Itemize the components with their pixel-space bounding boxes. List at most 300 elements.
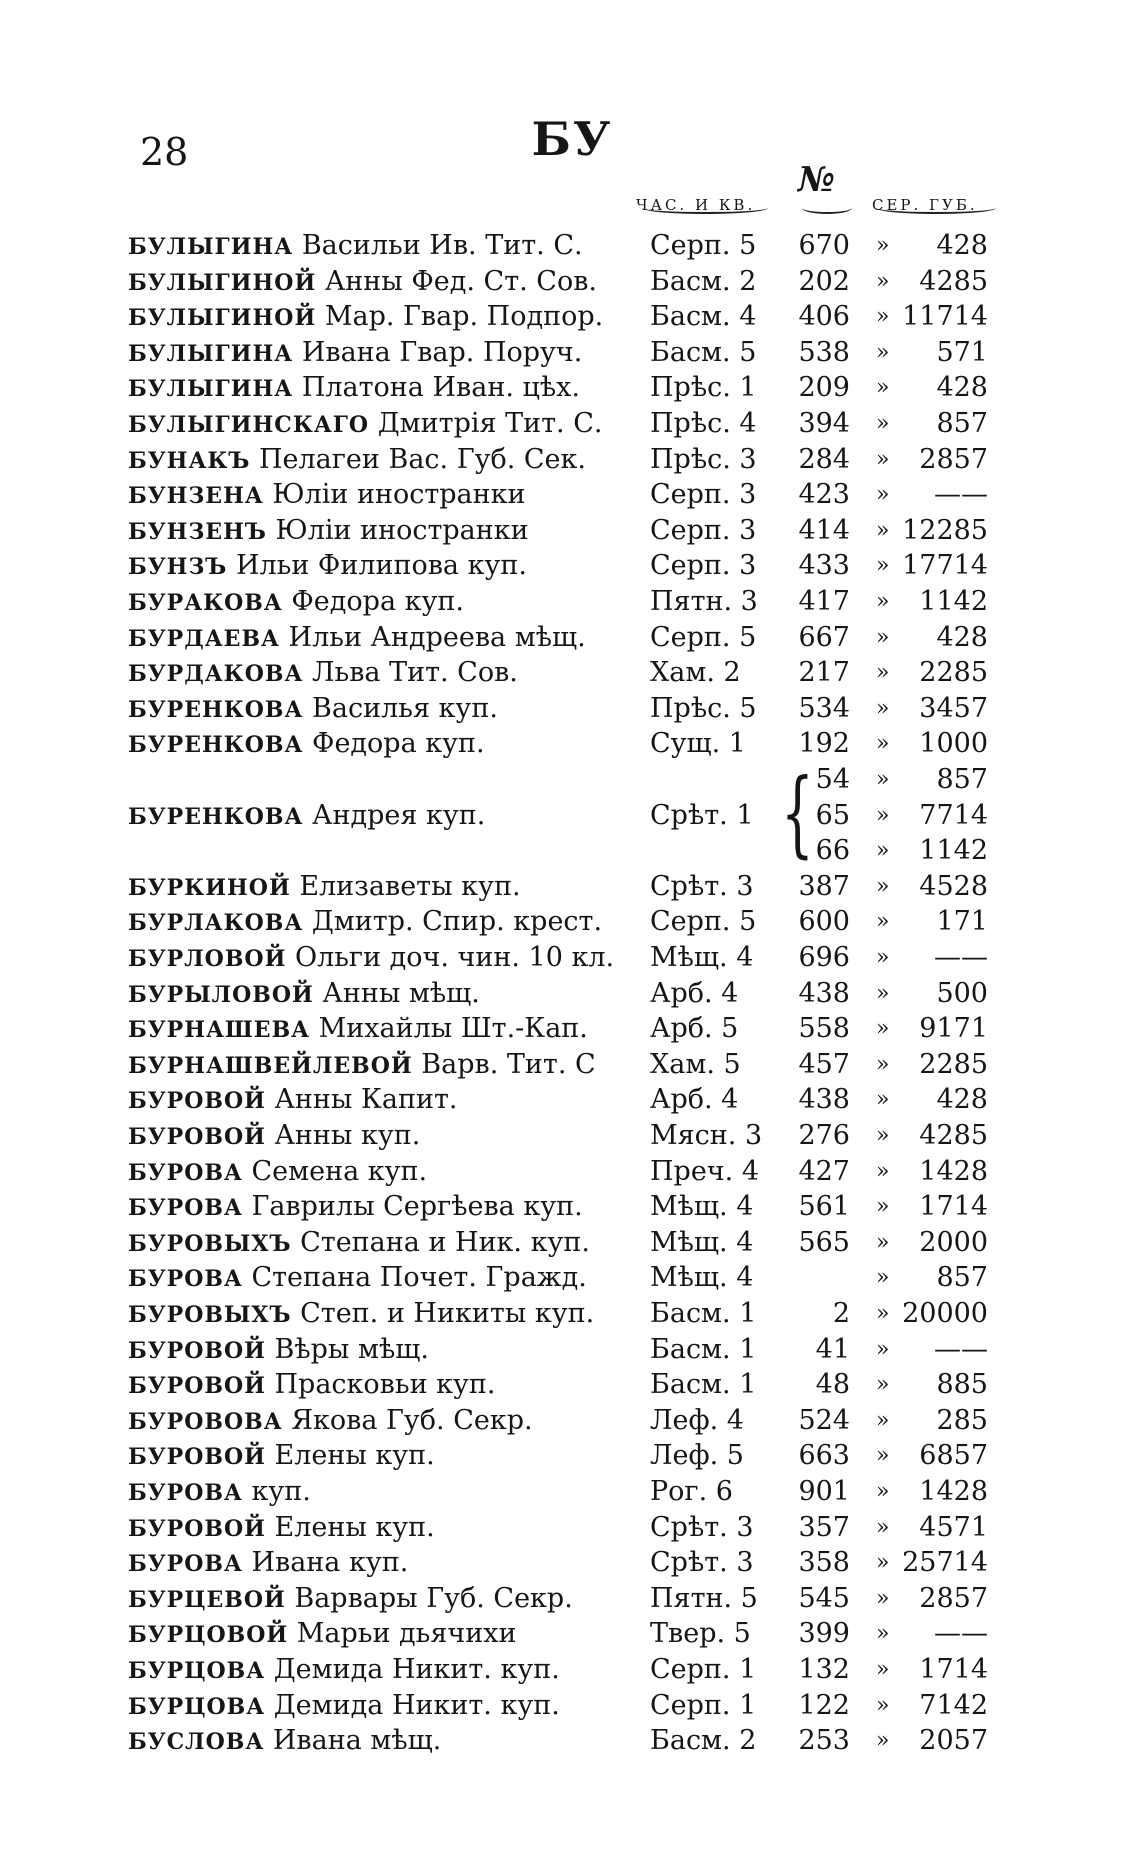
entry-number: 663 — [798, 1440, 850, 1472]
entry-surname: БУРДАЕВА — [128, 625, 280, 652]
entry-details: Варв. Тит. С — [412, 1048, 596, 1080]
entry-surname: БУЛЫГИНОЙ — [128, 305, 317, 332]
entry-marker: » — [876, 660, 890, 686]
entry-price: —— — [934, 942, 988, 973]
entry-name — [128, 1616, 517, 1653]
entry-marker: » — [876, 802, 890, 828]
entry-surname: БУРАКОВА — [128, 590, 283, 616]
table-row — [0, 406, 1140, 441]
entry-marker: » — [876, 767, 890, 792]
entry-name — [128, 655, 518, 692]
entry-name — [128, 691, 498, 728]
entry-part: Хам. 5 — [650, 1048, 741, 1080]
entry-number: 417 — [798, 586, 850, 617]
entry-surname: БУРОВОЙ — [128, 1337, 266, 1364]
table-row — [0, 1118, 1140, 1153]
entry-marker: » — [876, 1657, 890, 1682]
entry-marker: » — [876, 1479, 890, 1504]
entry-details: Мар. Гвар. Подпор. — [316, 301, 604, 333]
entry-number: 387 — [798, 870, 850, 902]
table-row — [0, 1652, 1140, 1687]
entry-name — [128, 1545, 408, 1582]
entry-name — [128, 976, 480, 1013]
entry-details: Юліи иностранки — [266, 514, 529, 546]
entry-name — [128, 940, 614, 977]
page-number: 28 — [140, 130, 189, 174]
entry-part: Басм. 1 — [650, 1333, 757, 1365]
entry-number: 41 — [815, 1333, 850, 1365]
entry-name — [128, 442, 586, 479]
entry-price: —— — [934, 479, 988, 511]
entry-price: 885 — [936, 1369, 988, 1401]
entry-name — [128, 477, 526, 514]
entry-number: 358 — [798, 1547, 850, 1579]
entry-details: Андрея куп. — [303, 799, 486, 831]
entry-details: Федора куп. — [303, 728, 485, 760]
entry-part: Срѣт. 3 — [650, 1511, 754, 1543]
entry-price: 4528 — [919, 870, 988, 902]
entry-surname: БУРЦОВОЙ — [128, 1622, 289, 1649]
entry-price: 4571 — [919, 1511, 988, 1543]
entry-number: 538 — [798, 336, 850, 368]
entry-details: Семена куп. — [242, 1155, 428, 1187]
entry-name — [128, 228, 583, 265]
entry-price: 171 — [936, 906, 988, 938]
table-row — [0, 1723, 1140, 1758]
entry-part: Преч. 4 — [650, 1155, 760, 1187]
entry-price: 428 — [936, 372, 988, 404]
entry-name — [128, 299, 603, 336]
table-row — [0, 976, 1140, 1011]
entry-price: 25714 — [902, 1547, 988, 1579]
entry-number: 132 — [798, 1654, 850, 1685]
entry-number: 457 — [798, 1048, 850, 1080]
entry-price: 2285 — [919, 1048, 988, 1080]
entry-number: 565 — [798, 1226, 850, 1258]
entry-number: 2 — [832, 1298, 850, 1329]
entry-part: Серп. 3 — [650, 479, 757, 511]
entry-surname: БУРЦОВА — [128, 1658, 266, 1684]
entry-name — [128, 1403, 533, 1440]
entry-price: 2000 — [919, 1226, 988, 1258]
entry-name — [128, 584, 464, 621]
entry-surname: БУРНАШВЕЙЛЕВОЙ — [128, 1052, 413, 1079]
entry-marker: » — [876, 1194, 890, 1220]
entry-details: Ивана мѣщ. — [264, 1725, 442, 1757]
entry-surname: БУРОВА — [128, 1551, 243, 1578]
entry-marker: » — [876, 1585, 890, 1611]
entry-surname: БУНАКЪ — [128, 447, 251, 474]
entry-number: 65 — [815, 799, 850, 831]
entry-marker: » — [876, 589, 890, 614]
entry-name — [128, 1438, 435, 1475]
table-row — [0, 691, 1140, 726]
entry-price: 4285 — [919, 265, 988, 297]
entry-name — [128, 406, 602, 443]
entry-price: 428 — [936, 1084, 988, 1116]
entry-price: 1428 — [919, 1155, 988, 1187]
entry-surname: БУРОВА — [128, 1266, 243, 1293]
entry-part: Пятн. 3 — [650, 586, 758, 617]
entry-part: Арб. 5 — [650, 1013, 739, 1045]
entry-details: Якова Губ. Секр. — [282, 1404, 533, 1436]
entry-details: Елены куп. — [265, 1440, 435, 1472]
entry-name — [128, 1154, 427, 1191]
header-brace — [802, 202, 852, 214]
entry-part: Серп. 5 — [650, 906, 757, 938]
entry-price: —— — [934, 1333, 988, 1365]
entry-part: Мѣщ. 4 — [650, 1191, 754, 1223]
entry-price: 285 — [936, 1404, 988, 1436]
entry-number: 66 — [815, 835, 850, 867]
entry-details: куп. — [242, 1476, 311, 1507]
entry-details: Васильи Ив. Тит. С. — [293, 230, 583, 261]
entry-price: 2057 — [919, 1725, 988, 1757]
table-row — [0, 442, 1140, 477]
entry-details: Елены куп. — [265, 1511, 435, 1543]
entry-number: 534 — [798, 692, 850, 724]
entry-number: 202 — [798, 265, 850, 297]
entry-surname: БУРЦЕВОЙ — [128, 1586, 286, 1613]
entry-surname: БУЛЫГИНА — [128, 234, 294, 260]
entry-marker: » — [876, 1301, 890, 1326]
entry-details: Юліи иностранки — [263, 479, 526, 511]
table-row — [0, 335, 1140, 370]
entry-price: 12285 — [902, 514, 988, 546]
table-row — [0, 1082, 1140, 1117]
column-header-number: № — [798, 160, 835, 200]
entry-surname: БУРОВОЙ — [128, 1444, 266, 1471]
entry-details: Василья куп. — [303, 692, 498, 724]
entry-name — [128, 1082, 458, 1119]
table-row — [0, 1367, 1140, 1402]
entry-surname: БУСЛОВА — [128, 1729, 265, 1756]
entry-price: 2857 — [919, 443, 988, 475]
entry-surname: БУНЗЪ — [128, 554, 228, 581]
entry-details: Анны Капит. — [265, 1084, 458, 1116]
table-row — [0, 584, 1140, 619]
entry-part: Арб. 4 — [650, 1084, 739, 1116]
entry-name — [128, 1688, 560, 1725]
entry-name — [128, 1367, 496, 1404]
entry-number: 696 — [798, 942, 850, 973]
entry-part: Пятн. 5 — [650, 1582, 758, 1614]
entry-marker: » — [876, 945, 890, 970]
entry-part: Прѣс. 1 — [650, 372, 757, 404]
entry-name — [128, 1260, 587, 1297]
entry-details: Демида Никит. куп. — [265, 1689, 560, 1721]
table-row — [0, 655, 1140, 690]
entry-details: Анны Фед. Ст. Сов. — [316, 265, 597, 297]
entry-part: Серп. 1 — [650, 1654, 757, 1685]
entry-part: Арб. 4 — [650, 977, 739, 1009]
entry-details: Степана Почет. Гражд. — [242, 1262, 587, 1294]
entry-number: 427 — [798, 1155, 850, 1187]
entry-marker: » — [876, 1443, 890, 1469]
table-row — [0, 513, 1140, 548]
entry-name — [128, 370, 580, 407]
entry-details: Михайлы Шт.-Кап. — [310, 1013, 588, 1045]
entry-part: Басм. 1 — [650, 1369, 757, 1401]
entry-surname: БУРОВОЙ — [128, 1373, 266, 1400]
entry-details: Льва Тит. Сов. — [303, 657, 518, 689]
table-row — [0, 1047, 1140, 1082]
entry-name — [128, 798, 485, 835]
entry-surname: БУРОВОЙ — [128, 1124, 266, 1150]
table-row — [0, 1225, 1140, 1260]
entry-surname: БУЛЫГИНОЙ — [128, 269, 317, 296]
entry-marker: » — [876, 1692, 890, 1718]
entry-price: 1142 — [919, 586, 988, 617]
entry-part: Басм. 1 — [650, 1298, 757, 1329]
entry-marker: » — [876, 1087, 890, 1113]
entry-marker: » — [876, 1016, 890, 1042]
entry-number: 414 — [798, 514, 850, 546]
entry-number: 399 — [798, 1618, 850, 1650]
entry-surname: БУРОВОЙ — [128, 1515, 266, 1542]
entry-name — [128, 1296, 594, 1333]
entry-marker: » — [876, 1728, 890, 1754]
table-row — [0, 370, 1140, 405]
entry-price: 11714 — [902, 301, 988, 333]
entry-number: 558 — [798, 1013, 850, 1045]
entry-details: Ивана куп. — [242, 1547, 409, 1579]
entry-details: Вѣры мѣщ. — [265, 1333, 429, 1365]
table-row — [0, 1438, 1140, 1473]
entry-surname: БУРЕНКОВА — [128, 696, 304, 723]
table-row — [0, 1332, 1140, 1367]
entry-name — [128, 1047, 596, 1084]
entry-number: 561 — [798, 1191, 850, 1223]
entry-marker: » — [876, 980, 890, 1006]
entry-price: 20000 — [902, 1298, 988, 1329]
entry-name — [128, 1581, 573, 1618]
entry-details: Прасковьи куп. — [265, 1369, 496, 1401]
entry-surname: БУРОВЫХЪ — [128, 1230, 292, 1257]
table-row — [0, 1296, 1140, 1331]
table-row — [0, 762, 1140, 797]
entry-marker: » — [876, 1550, 890, 1576]
entry-price: 428 — [936, 621, 988, 653]
entry-part: Серп. 3 — [650, 514, 757, 546]
entry-part: Леф. 5 — [650, 1440, 744, 1472]
entry-marker: » — [876, 1265, 890, 1291]
entry-surname: БУРЫЛОВОЙ — [128, 981, 314, 1008]
entry-surname: БУРЛАКОВА — [128, 910, 304, 937]
header-brace — [642, 202, 768, 214]
entry-price: 2285 — [919, 657, 988, 689]
entry-number: 122 — [798, 1689, 850, 1721]
entry-name — [128, 1118, 420, 1155]
entry-price: 857 — [936, 1262, 988, 1294]
entry-details: Варвары Губ. Секр. — [285, 1582, 573, 1614]
entry-surname: БУРНАШЕВА — [128, 1017, 311, 1044]
entry-number: 394 — [798, 408, 850, 439]
entry-part: Басм. 5 — [650, 336, 757, 368]
table-row — [0, 477, 1140, 512]
entry-price: 9171 — [919, 1013, 988, 1045]
table-row — [0, 264, 1140, 299]
entry-surname: БУРОВА — [128, 1195, 243, 1222]
entry-details: Демида Никит. куп. — [265, 1654, 560, 1685]
table-row — [0, 869, 1140, 904]
entry-surname: БУЛЫГИНА — [128, 340, 294, 367]
entry-number: 667 — [798, 621, 850, 653]
entry-number: 423 — [798, 479, 850, 511]
entry-part: Серп. 5 — [650, 230, 757, 261]
entry-marker: » — [876, 1051, 890, 1077]
entry-marker: » — [876, 517, 890, 543]
entry-details: Дмитрія Тит. С. — [369, 408, 603, 439]
table-row — [0, 1510, 1140, 1545]
entry-part: Прѣс. 5 — [650, 692, 757, 724]
entry-price: 428 — [936, 230, 988, 261]
entry-number: 284 — [798, 443, 850, 475]
entry-details: Ольги доч. чин. 10 кл. — [286, 942, 615, 973]
entry-price: 2857 — [919, 1582, 988, 1614]
entry-name — [128, 869, 521, 906]
table-row — [0, 833, 1140, 868]
table-row — [0, 1154, 1140, 1189]
entry-marker: » — [876, 838, 890, 864]
table-row — [0, 620, 1140, 655]
entry-marker: » — [876, 304, 890, 330]
entry-surname: БУНЗЕНА — [128, 483, 264, 510]
entry-part: Леф. 4 — [650, 1404, 744, 1436]
table-row — [0, 798, 1140, 833]
table-row — [0, 1403, 1140, 1438]
entry-price: —— — [934, 1618, 988, 1650]
table-row — [0, 1616, 1140, 1651]
entry-number: 670 — [798, 230, 850, 261]
entry-part: Басм. 4 — [650, 301, 757, 333]
entry-number: 217 — [798, 657, 850, 689]
entry-surname: БУРОВОВА — [128, 1408, 283, 1435]
entry-name — [128, 904, 602, 941]
table-row — [0, 1545, 1140, 1580]
entry-number: 438 — [798, 977, 850, 1009]
entry-number: 48 — [815, 1369, 850, 1401]
entry-details: Федора куп. — [282, 586, 464, 617]
entry-number: 276 — [798, 1120, 850, 1151]
entry-marker: » — [876, 873, 890, 899]
table-row — [0, 726, 1140, 761]
entry-price: 1000 — [919, 728, 988, 760]
entry-surname: БУРКИНОЙ — [128, 874, 291, 901]
entry-name — [128, 1723, 441, 1760]
entry-name — [128, 1225, 590, 1262]
entry-surname: БУЛЫГИНА — [128, 376, 294, 403]
table-row — [0, 1474, 1140, 1509]
section-title: БУ — [531, 112, 613, 166]
entry-marker: » — [876, 1407, 890, 1433]
entry-part: Срѣт. 1 — [650, 799, 754, 831]
entry-marker: » — [876, 553, 890, 579]
table-row — [0, 904, 1140, 939]
entry-details: Ильи Филипова куп. — [227, 550, 527, 582]
entry-marker: » — [876, 1336, 890, 1362]
entry-part: Прѣс. 4 — [650, 408, 757, 439]
entry-price: 3457 — [919, 692, 988, 724]
entry-name — [128, 1011, 588, 1048]
entry-number: 209 — [798, 372, 850, 404]
entry-surname: БУРОВЫХЪ — [128, 1302, 292, 1328]
entry-details: Степ. и Никиты куп. — [291, 1298, 595, 1329]
entry-marker: » — [876, 731, 890, 757]
entry-surname: БУРЕНКОВА — [128, 732, 304, 759]
entry-price: 17714 — [902, 550, 988, 582]
entry-name — [128, 1510, 435, 1547]
entry-marker: » — [876, 695, 890, 721]
entry-details: Елизаветы куп. — [290, 870, 521, 902]
entry-name — [128, 335, 582, 372]
entry-number: 253 — [798, 1725, 850, 1757]
entry-surname: БУНЗЕНЪ — [128, 518, 267, 545]
entry-marker: » — [876, 1514, 890, 1540]
entry-details: Анны куп. — [265, 1120, 421, 1151]
entry-number: 357 — [798, 1511, 850, 1543]
table-row — [0, 228, 1140, 263]
entry-marker: » — [876, 909, 890, 935]
entry-name — [128, 513, 529, 550]
entry-name — [128, 1474, 311, 1511]
entry-marker: » — [876, 375, 890, 401]
entry-part: Срѣт. 3 — [650, 870, 754, 902]
entry-part: Рог. 6 — [650, 1476, 733, 1507]
entry-price: 500 — [936, 977, 988, 1009]
entry-price: 1714 — [919, 1654, 988, 1685]
entry-price: 571 — [936, 336, 988, 368]
entry-surname: БУРОВОЙ — [128, 1088, 266, 1115]
entry-details: Степана и Ник. куп. — [291, 1226, 590, 1258]
entry-name — [128, 1332, 429, 1369]
entry-surname: БУРОВА — [128, 1480, 243, 1506]
entry-name — [128, 726, 485, 763]
entry-part: Мѣщ. 4 — [650, 1262, 754, 1294]
entry-number: 433 — [798, 550, 850, 582]
entry-number: 54 — [815, 764, 850, 795]
entry-part: Твер. 5 — [650, 1618, 751, 1650]
entry-number: 600 — [798, 906, 850, 938]
entry-number: 901 — [798, 1476, 850, 1507]
entry-price: 1142 — [919, 835, 988, 867]
entry-marker: » — [876, 339, 890, 365]
table-row — [0, 1581, 1140, 1616]
entry-name — [128, 548, 527, 585]
entry-price: 7142 — [919, 1689, 988, 1721]
entry-number: 545 — [798, 1582, 850, 1614]
entry-price: 1714 — [919, 1191, 988, 1223]
entry-part: Серп. 3 — [650, 550, 757, 582]
entry-details: Марьи дьячихи — [288, 1618, 517, 1650]
column-header-price: СЕР. ГУБ. — [872, 196, 978, 214]
group-brace-symbol: { — [781, 759, 814, 868]
entry-surname: БУРЕНКОВА — [128, 803, 304, 830]
table-row — [0, 1688, 1140, 1723]
entry-surname: БУРДАКОВА — [128, 661, 304, 688]
entry-details: Дмитр. Спир. крест. — [303, 906, 603, 938]
entry-details: Пелагеи Вас. Губ. Сек. — [250, 443, 586, 475]
entry-marker: » — [876, 1123, 890, 1148]
entry-marker: » — [876, 1372, 890, 1398]
entry-marker: » — [876, 1621, 890, 1647]
entry-part: Серп. 1 — [650, 1689, 757, 1721]
entry-price: 1428 — [919, 1476, 988, 1507]
entry-part: Серп. 5 — [650, 621, 757, 653]
table-row — [0, 299, 1140, 334]
entry-price: 4285 — [919, 1120, 988, 1151]
entry-marker: » — [876, 624, 890, 650]
